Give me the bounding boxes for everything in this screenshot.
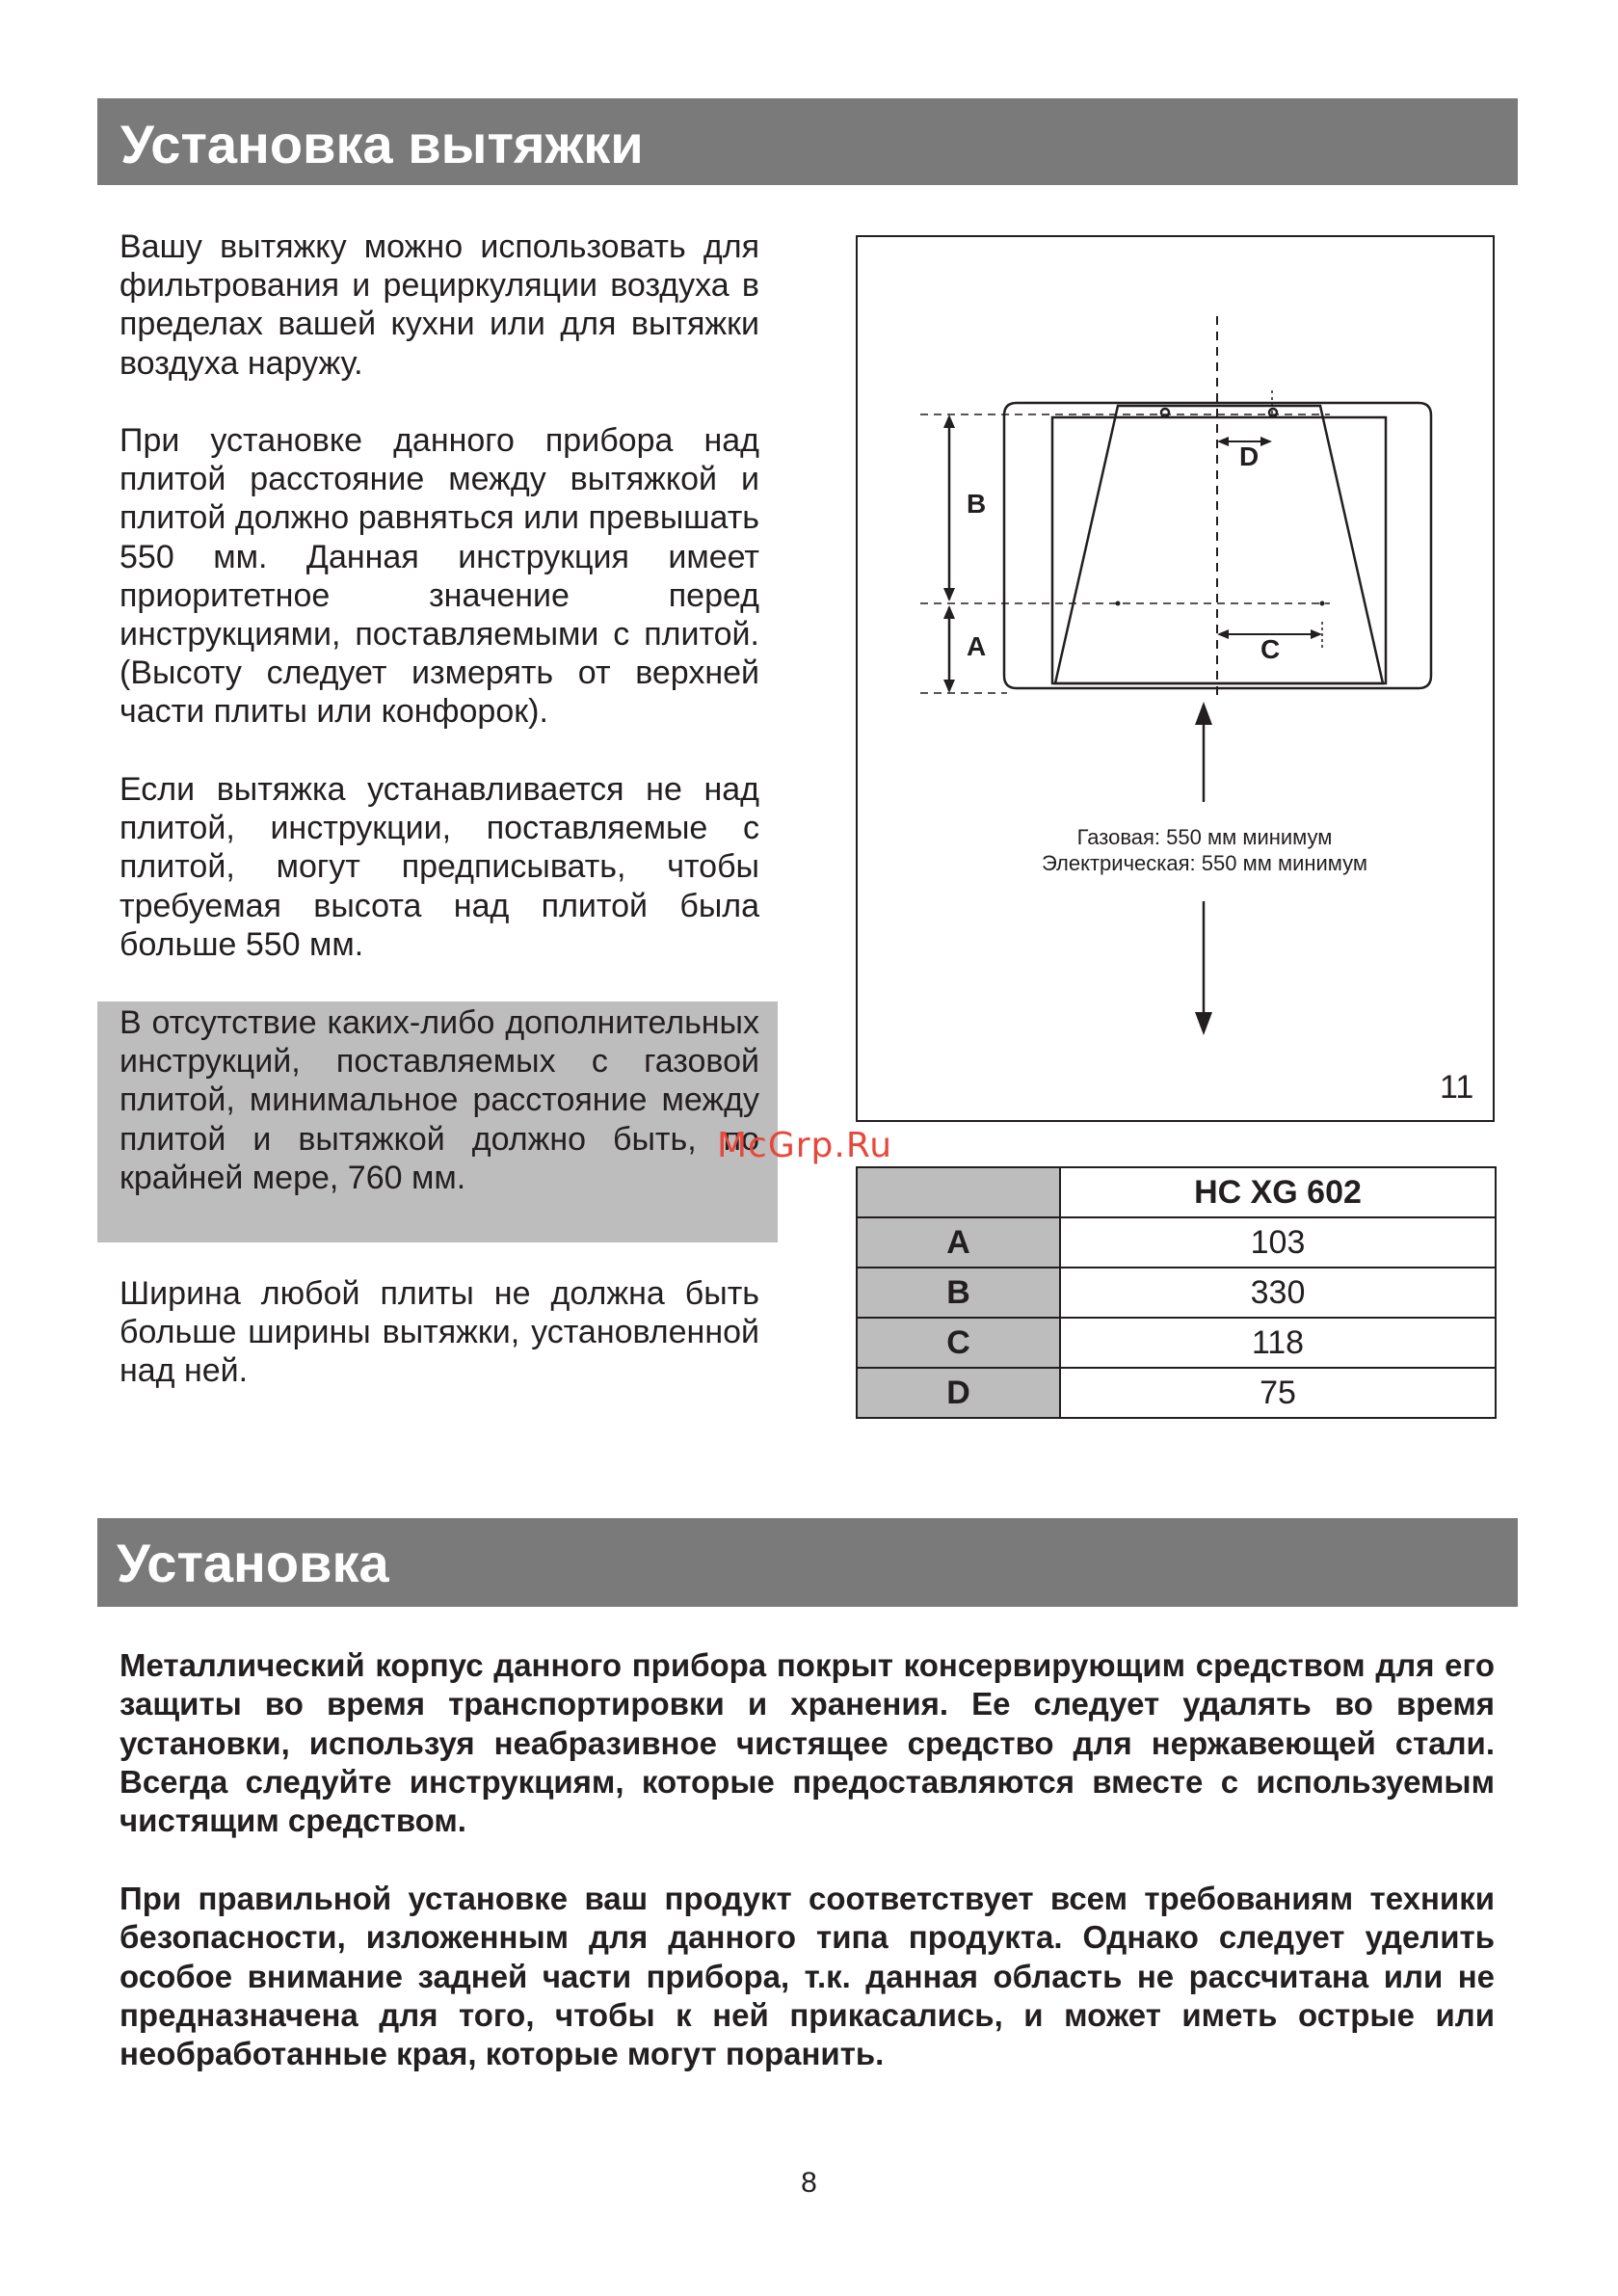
height-arrow-up-head (1195, 702, 1212, 725)
dimension-d-arrow-right (1260, 437, 1272, 446)
dimension-d-arrow-left (1217, 437, 1229, 446)
chimney-trapezoid (1055, 406, 1383, 683)
dimension-a-arrow-bottom (943, 680, 955, 693)
watermark-text: McGrp.Ru (717, 1126, 893, 1165)
middle-marker-right (1320, 601, 1325, 606)
dimension-b-arrow-top (943, 414, 955, 428)
dimension-b-arrow-bottom (943, 588, 955, 601)
label-d: D (1239, 441, 1260, 471)
non-hob-paragraph: Если вытяжка устанавливается не над плитой, инструкции, поставляемые с плитой, могут предписывать, чтобы требуемая высота над плитой была больше 550 мм. (119, 771, 759, 963)
table-row (857, 1217, 1496, 1268)
caption-gas: Газовая: 550 мм минимум (1076, 825, 1333, 849)
width-paragraph: Ширина любой плиты не должна быть больше ширины вытяжки, установленной над ней. (119, 1275, 759, 1390)
table-row (857, 1318, 1496, 1368)
row-label: C (857, 1318, 1060, 1368)
label-a: A (967, 631, 987, 661)
mounting-hole-right (1269, 409, 1277, 416)
row-value: 103 (1060, 1217, 1496, 1268)
row-value: 75 (1060, 1368, 1496, 1418)
dimension-a-arrow-top (943, 605, 955, 619)
safety-paragraph: При правильной установке ваш продукт соответствует всем требованиям техники безопасности, изложенным для данного типа продукта. Однако следует уделить особое внимание задней части прибора, т.к. данная область не рассчитана или не предназначена для того, чтобы к ней прикасались, и может иметь острые или необработанные края, которые могут поранить. (119, 1881, 1495, 2072)
table-header-row (857, 1167, 1496, 1217)
table-corner-cell (857, 1167, 1060, 1217)
model-header: HC XG 602 (1060, 1167, 1496, 1217)
row-label: D (857, 1368, 1060, 1418)
row-value: 118 (1060, 1318, 1496, 1368)
table-row (857, 1368, 1496, 1418)
table-row (857, 1268, 1496, 1318)
section-title-installation: Установка (97, 1518, 1518, 1607)
figure-number: 11 (1440, 1069, 1474, 1106)
dimensions-table (856, 1166, 1497, 1419)
mounting-hole-left (1161, 409, 1169, 416)
distance-paragraph: При установке данного прибора над плитой расстояние между вытяжкой и плитой должно равняться или превышать 550 мм. Данная инструкция имеет приоритетное значение перед инструкциями, поставляемыми с плитой. (Высоту следует измерять от верхней части плиты или конфорок). (119, 422, 759, 731)
intro-paragraph: Вашу вытяжку можно использовать для фильтрования и рециркуляции воздуха в пределах вашей кухни или для вытяжки воздуха наружу. (119, 228, 759, 382)
gas-note-paragraph: В отсутствие каких-либо дополнительных инструкций, поставляемых с газовой плитой, минимальное расстояние между плитой и вытяжкой должно быть, по крайней мере, 760 мм. (119, 1004, 759, 1196)
dimension-c-arrow-left (1217, 629, 1229, 639)
dimension-c-arrow-right (1311, 629, 1322, 639)
section-title-hood-installation: Установка вытяжки (97, 98, 1518, 185)
caption-electric: Электрическая: 550 мм минимум (1041, 851, 1368, 875)
row-value: 330 (1060, 1268, 1496, 1318)
label-c: C (1260, 634, 1281, 664)
label-b: B (967, 489, 987, 519)
hood-inner-panel (1052, 417, 1386, 683)
height-arrow-down-head (1195, 1012, 1212, 1035)
page-number: 8 (801, 2167, 817, 2199)
row-label: A (857, 1217, 1060, 1268)
row-label: B (857, 1268, 1060, 1318)
protective-coating-paragraph: Металлический корпус данного прибора покрыт консервирующим средством для его защиты во время транспортировки и хранения. Ее следует удалять во время установки, используя неабразивное чистящее средство для нержавеющей стали. Всегда следуйте инструкциям, которые предоставляются вместе с используемым чистящим средством. (119, 1647, 1495, 1839)
middle-marker-left (1116, 601, 1121, 606)
